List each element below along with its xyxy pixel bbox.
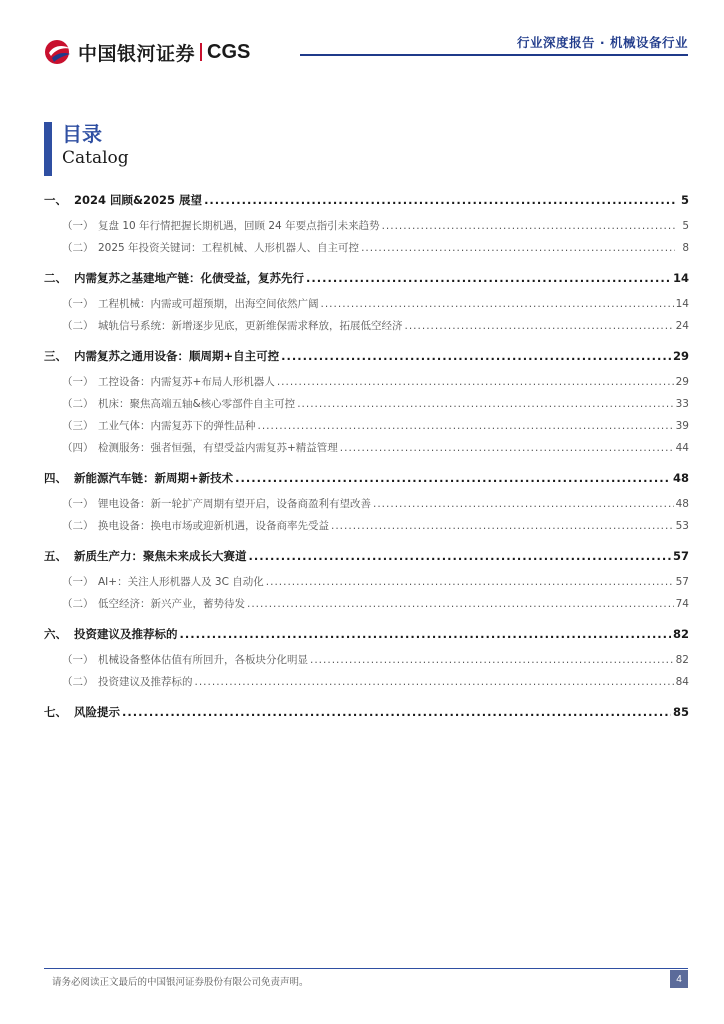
toc-title: 内需复苏之基建地产链：化债受益，复苏先行: [74, 271, 304, 285]
toc-subsection[interactable]: [44, 418, 689, 440]
toc-page-number: 5: [680, 193, 689, 207]
toc-number: （一）: [62, 498, 94, 510]
toc-subsection[interactable]: [44, 296, 689, 318]
footer-disclaimer: 请务必阅读正文最后的中国银河证券股份有限公司免责声明。: [52, 977, 309, 988]
toc-page-number: 29: [672, 349, 689, 363]
title-cn: 目录: [62, 122, 102, 146]
toc-leader-dots: [340, 442, 674, 454]
toc-page-number: 14: [675, 298, 689, 310]
toc-subsection[interactable]: [44, 496, 689, 518]
toc-page-number: 57: [675, 576, 689, 588]
toc-subsection[interactable]: [44, 318, 689, 340]
toc-title: 检测服务：强者恒强，有望受益内需复苏+精益管理: [98, 442, 338, 454]
title-en: Catalog: [62, 148, 129, 168]
toc-leader-dots: [331, 520, 674, 532]
toc-section[interactable]: [44, 548, 689, 570]
toc-leader-dots: [281, 349, 671, 363]
toc-number: （一）: [62, 376, 94, 388]
toc-page-number: 14: [672, 271, 689, 285]
toc-number: （二）: [62, 520, 94, 532]
toc-leader-dots: [266, 576, 674, 588]
toc-subsection[interactable]: [44, 218, 689, 240]
toc-number: 二、: [44, 271, 67, 285]
toc-title: 工业气体：内需复苏下的弹性品种: [98, 420, 256, 432]
logo-en-text: CGS: [207, 40, 251, 63]
toc-subsection[interactable]: [44, 240, 689, 262]
toc-number: （一）: [62, 654, 94, 666]
toc-number: （三）: [62, 420, 94, 432]
toc-page-number: 29: [675, 376, 689, 388]
toc-subsection[interactable]: [44, 596, 689, 618]
page-number: 4: [670, 970, 688, 988]
toc-leader-dots: [310, 654, 674, 666]
toc-page-number: 74: [675, 598, 689, 610]
toc-page-number: 82: [672, 627, 689, 641]
toc-page-number: 8: [682, 242, 689, 254]
logo-cn-text: 中国银河证券: [78, 42, 196, 65]
toc-number: （一）: [62, 576, 94, 588]
toc-number: 四、: [44, 471, 67, 485]
toc-subsection[interactable]: [44, 652, 689, 674]
toc-number: （一）: [62, 298, 94, 310]
toc-page-number: 53: [675, 520, 689, 532]
toc-section[interactable]: [44, 470, 689, 492]
toc-leader-dots: [297, 398, 673, 410]
toc-page-number: 84: [675, 676, 689, 688]
toc-title: 城轨信号系统：新增逐步见底，更新维保需求释放，拓展低空经济: [98, 320, 403, 332]
toc-number: 六、: [44, 627, 67, 641]
toc-subsection[interactable]: [44, 374, 689, 396]
toc-page-number: 33: [675, 398, 689, 410]
toc-title: 机床：聚焦高端五轴&核心零部件自主可控: [98, 398, 296, 410]
cgs-logo-icon: [44, 39, 74, 65]
title-accent-bar: [44, 122, 52, 176]
toc-number: （二）: [62, 676, 94, 688]
toc-leader-dots: [204, 193, 675, 207]
toc-title: 2024 回顾&2025 展望: [74, 193, 203, 207]
toc-section[interactable]: [44, 270, 689, 292]
toc-title: 风险提示: [74, 705, 120, 719]
toc-leader-dots: [373, 498, 674, 510]
toc-title: 换电设备：换电市场或迎新机遇，设备商率先受益: [98, 520, 329, 532]
toc-page-number: 5: [682, 220, 689, 232]
toc-leader-dots: [247, 598, 674, 610]
toc-title: 工控设备：内需复苏+布局人形机器人: [98, 376, 275, 388]
footer-divider: [44, 968, 688, 969]
toc-title: 低空经济：新兴产业，蓄势待发: [98, 598, 245, 610]
toc-number: （二）: [62, 398, 94, 410]
toc-title: 新能源汽车链：新周期+新技术: [74, 471, 234, 485]
toc-page-number: 39: [675, 420, 689, 432]
toc-leader-dots: [306, 271, 671, 285]
toc-number: 七、: [44, 705, 67, 719]
toc-leader-dots: [258, 420, 674, 432]
toc-number: （二）: [62, 320, 94, 332]
toc-title: 投资建议及推荐标的: [98, 676, 193, 688]
toc-title: 机械设备整体估值有所回升，各板块分化明显: [98, 654, 308, 666]
toc-title: 锂电设备：新一轮扩产周期有望开启，设备商盈利有望改善: [98, 498, 371, 510]
toc-leader-dots: [235, 471, 671, 485]
toc-number: 五、: [44, 549, 67, 563]
toc-page-number: 48: [675, 498, 689, 510]
report-category: 行业深度报告 · 机械设备行业: [517, 35, 688, 50]
toc-leader-dots: [195, 676, 674, 688]
toc-section[interactable]: [44, 704, 689, 726]
toc-title: 投资建议及推荐标的: [74, 627, 178, 641]
toc-page-number: 82: [675, 654, 689, 666]
toc-leader-dots: [249, 549, 671, 563]
table-of-contents: [44, 192, 689, 726]
toc-section[interactable]: [44, 348, 689, 370]
toc-number: （二）: [62, 598, 94, 610]
toc-title: 复盘 10 年行情把握长期机遇，回顾 24 年要点指引未来趋势: [98, 220, 380, 232]
logo-divider: [200, 43, 202, 61]
toc-subsection[interactable]: [44, 574, 689, 596]
toc-page-number: 85: [672, 705, 689, 719]
toc-leader-dots: [361, 242, 675, 254]
toc-leader-dots: [277, 376, 674, 388]
header-divider: [300, 54, 688, 56]
toc-page-number: 44: [675, 442, 689, 454]
toc-section[interactable]: [44, 192, 689, 214]
toc-leader-dots: [180, 627, 671, 641]
toc-title: 新质生产力：聚焦未来成长大赛道: [74, 549, 247, 563]
toc-subsection[interactable]: [44, 396, 689, 418]
toc-page-number: 24: [675, 320, 689, 332]
toc-number: 一、: [44, 193, 67, 207]
toc-title: 工程机械：内需或可超预期，出海空间依然广阔: [98, 298, 319, 310]
toc-leader-dots: [405, 320, 674, 332]
toc-subsection[interactable]: [44, 440, 689, 462]
toc-title: AI+：关注人形机器人及 3C 自动化: [98, 576, 264, 588]
toc-leader-dots: [382, 220, 675, 232]
toc-subsection[interactable]: [44, 674, 689, 696]
toc-title: 2025 年投资关键词：工程机械、人形机器人、自主可控: [98, 242, 360, 254]
toc-page-number: 57: [672, 549, 689, 563]
toc-leader-dots: [122, 705, 671, 719]
toc-number: （四）: [62, 442, 94, 454]
company-logo: [44, 38, 250, 66]
toc-page-number: 48: [672, 471, 689, 485]
toc-section[interactable]: [44, 626, 689, 648]
toc-leader-dots: [321, 298, 674, 310]
page-header: [0, 0, 724, 66]
toc-number: （一）: [62, 220, 94, 232]
toc-number: 三、: [44, 349, 67, 363]
toc-subsection[interactable]: [44, 518, 689, 540]
toc-number: （二）: [62, 242, 94, 254]
toc-title: 内需复苏之通用设备：顺周期+自主可控: [74, 349, 280, 363]
